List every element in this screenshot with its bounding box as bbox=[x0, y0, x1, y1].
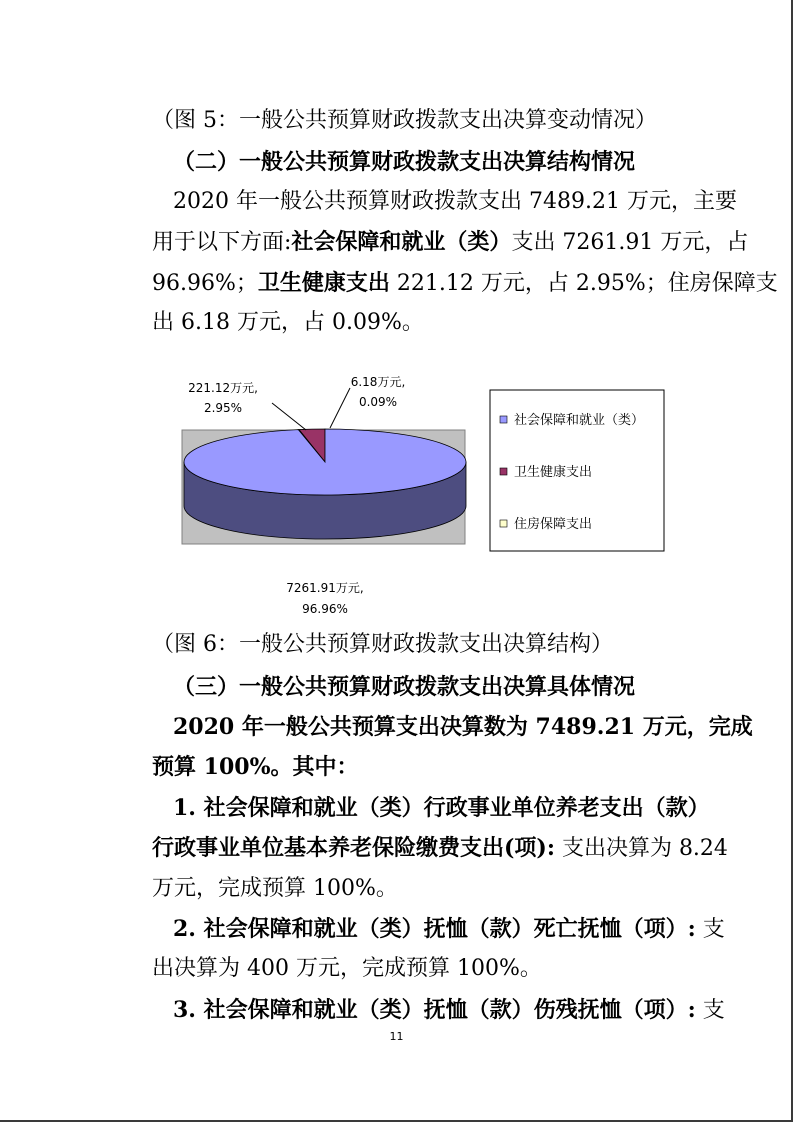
paragraph-line: 出 6.18 万元，占 0.09%。 bbox=[152, 310, 424, 335]
data-label-health-value: 221.12万元, bbox=[188, 381, 258, 395]
legend-item-health: 卫生健康支出 bbox=[514, 465, 593, 480]
paragraph-line: 预算 100%。其中： bbox=[152, 754, 359, 780]
data-label-housing-percent: 0.09% bbox=[358, 395, 398, 409]
data-label-housing-value: 6.18万元, bbox=[350, 375, 406, 389]
section-2-heading: （二）一般公共预算财政拨款支出决算结构情况 bbox=[173, 149, 636, 175]
list-item-title: 1. 社会保障和就业（类）行政事业单位养老支出（款） bbox=[173, 795, 710, 821]
category-health: 卫生健康支出 bbox=[257, 270, 390, 296]
leader-line bbox=[330, 388, 350, 428]
list-item-line: 行政事业单位基本养老保险缴费支出(项): 支出决算为 8.24 bbox=[152, 835, 728, 861]
expenditure-structure-pie-chart bbox=[160, 364, 680, 624]
leader-line bbox=[272, 403, 306, 430]
list-item-line: 万元，完成预算 100%。 bbox=[152, 876, 398, 901]
legend-swatch bbox=[500, 468, 507, 475]
list-item-title: 3. 社会保障和就业（类）抚恤（款）伤残抚恤（项）: 支 bbox=[173, 997, 725, 1023]
pie-chart-svg bbox=[160, 364, 680, 624]
page-number: 11 bbox=[389, 1030, 404, 1043]
paragraph-line: 2020 年一般公共预算支出决算数为 7489.21 万元，完成 bbox=[173, 714, 753, 740]
data-label-health-percent: 2.95% bbox=[203, 401, 243, 415]
category-social-security: 社会保障和就业（类） bbox=[291, 229, 512, 255]
section-3-heading: （三）一般公共预算财政拨款支出决算具体情况 bbox=[173, 674, 636, 700]
figure-6-caption: （图 6：一般公共预算财政拨款支出决算结构） bbox=[152, 632, 613, 657]
legend-item-housing: 住房保障支出 bbox=[514, 517, 593, 532]
legend-swatch bbox=[500, 520, 507, 527]
legend-item-social-security: 社会保障和就业（类） bbox=[514, 413, 645, 428]
data-label-social-security-value: 7261.91万元, bbox=[286, 581, 364, 595]
paragraph-line: 96.96%；卫生健康支出 221.12 万元，占 2.95%；住房保障支 bbox=[152, 270, 778, 296]
pie-slice-social-security bbox=[184, 429, 466, 495]
paragraph-line: 2020 年一般公共预算财政拨款支出 7489.21 万元，主要 bbox=[173, 189, 737, 214]
paragraph-line: 用于以下方面:社会保障和就业（类）支出 7261.91 万元，占 bbox=[152, 229, 749, 255]
list-item-line: 出决算为 400 万元，完成预算 100%。 bbox=[152, 956, 542, 981]
figure-5-caption: （图 5：一般公共预算财政拨款支出决算变动情况） bbox=[152, 108, 657, 133]
list-item-title: 2. 社会保障和就业（类）抚恤（款）死亡抚恤（项）: 支 bbox=[173, 916, 725, 942]
data-label-social-security-percent: 96.96% bbox=[302, 602, 348, 616]
legend-swatch bbox=[500, 416, 507, 423]
